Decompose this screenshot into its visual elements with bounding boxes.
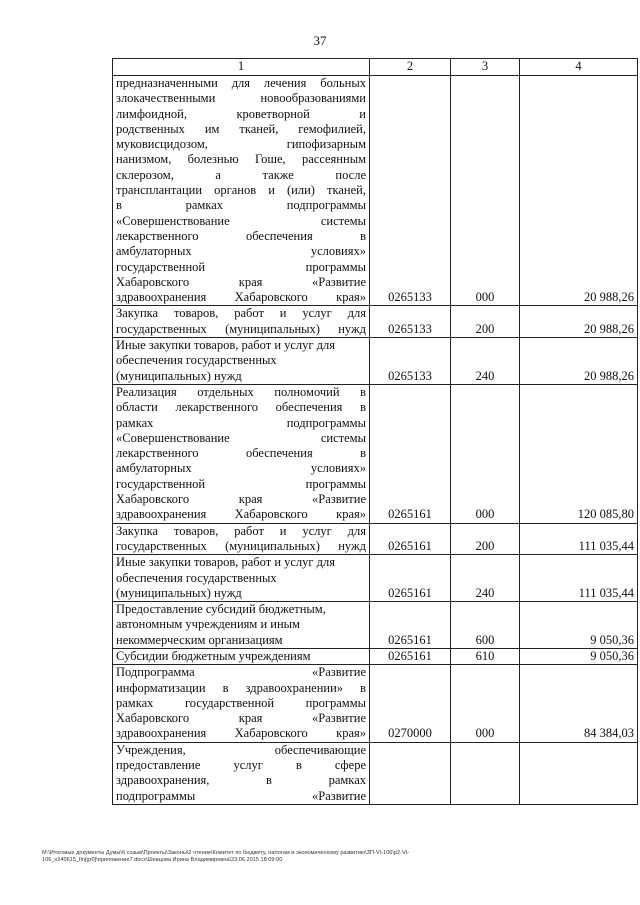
row-expense-type: 200 [451, 523, 520, 555]
table-row [113, 338, 638, 385]
table-row [113, 384, 638, 523]
page-number: 37 [313, 33, 327, 48]
row-expense-type [451, 742, 520, 804]
header-col-1: 1 [113, 59, 370, 76]
row-expense-type: 000 [451, 76, 520, 306]
row-amount: 20 988,26 [520, 306, 638, 338]
row-description: Закупка товаров, работ и услуг для государственных (муниципальных) нужд [113, 306, 370, 338]
row-amount: 84 384,03 [520, 665, 638, 742]
row-description: Предоставление субсидий бюджетным, автономным учреждениям и иным некоммерческим организациям [113, 602, 370, 649]
row-description: Закупка товаров, работ и услуг для государственных (муниципальных) нужд [113, 523, 370, 555]
header-col-4: 4 [520, 59, 638, 76]
row-target-code: 0270000 [370, 665, 451, 742]
row-description: Реализация отдельных полномочий в области лекарственного обеспечения в рамках подпрограммы «Совершенствование системы лекарственного обеспечения в амбулаторных условиях» государственной программы Хабаровского края «Развитие здравоохранения Хабаровского края» [113, 384, 370, 523]
row-target-code [370, 742, 451, 804]
row-amount: 9 050,36 [520, 648, 638, 664]
row-target-code: 0265133 [370, 306, 451, 338]
row-amount: 9 050,36 [520, 602, 638, 649]
row-description: Учреждения, обеспечивающие предоставление услуг в сфере здравоохранения, в рамках подпрограммы «Развитие [113, 742, 370, 804]
row-amount: 111 035,44 [520, 555, 638, 602]
table-row [113, 602, 638, 649]
header-col-2: 2 [370, 59, 451, 76]
table-row [113, 306, 638, 338]
row-amount [520, 742, 638, 804]
table-row [113, 665, 638, 742]
table-row [113, 648, 638, 664]
table-row [113, 76, 638, 306]
row-expense-type: 200 [451, 306, 520, 338]
row-expense-type: 240 [451, 555, 520, 602]
header-col-3: 3 [451, 59, 520, 76]
row-target-code: 0265161 [370, 602, 451, 649]
table-row [113, 555, 638, 602]
row-expense-type: 600 [451, 602, 520, 649]
row-expense-type: 610 [451, 648, 520, 664]
table-header-row [113, 59, 638, 76]
row-amount: 120 085,80 [520, 384, 638, 523]
row-description: Иные закупки товаров, работ и услуг для обеспечения государственных (муниципальных) нужд [113, 555, 370, 602]
row-amount: 20 988,26 [520, 338, 638, 385]
document-path-footer: M:\Итоговые документы Думы\6 созыв\Проекты\Законы\2 чтение\Комитет по бюджету, налогам и экономическому развитию\ЗП-VI-106\р2-VI- 106_v240615_fin[gr0]\приложение7.docx\Шевцова Ирина Владимировна\23.06.2015 18:09:00 [42, 850, 410, 863]
row-description: Подпрограмма «Развитие информатизации в здравоохранении» в рамках государственной программы Хабаровского края «Развитие здравоохранения Хабаровского края» [113, 665, 370, 742]
row-target-code: 0265161 [370, 555, 451, 602]
row-target-code: 0265133 [370, 338, 451, 385]
budget-table [112, 58, 638, 805]
row-amount: 20 988,26 [520, 76, 638, 306]
row-target-code: 0265161 [370, 384, 451, 523]
row-expense-type: 240 [451, 338, 520, 385]
row-target-code: 0265133 [370, 76, 451, 306]
row-target-code: 0265161 [370, 648, 451, 664]
row-description: Иные закупки товаров, работ и услуг для обеспечения государственных (муниципальных) нужд [113, 338, 370, 385]
row-expense-type: 000 [451, 665, 520, 742]
row-expense-type: 000 [451, 384, 520, 523]
row-description: Субсидии бюджетным учреждениям [113, 648, 370, 664]
row-description: предназначенными для лечения больных злокачественными новообразованиями лимфоидной, кроветворной и родственных им тканей, гемофилией, муковисцидозом, гипофизарным нанизмом, болезнью Гоше, рассеянным склерозом, а также после трансплантации органов и (или) тканей, в рамках подпрограммы «Совершенствование системы лекарственного обеспечения в амбулаторных условиях» государственной программы Хабаровского края «Развитие здравоохранения Хабаровского края» [113, 76, 370, 306]
row-amount: 111 035,44 [520, 523, 638, 555]
row-target-code: 0265161 [370, 523, 451, 555]
table-row [113, 742, 638, 804]
table-row [113, 523, 638, 555]
